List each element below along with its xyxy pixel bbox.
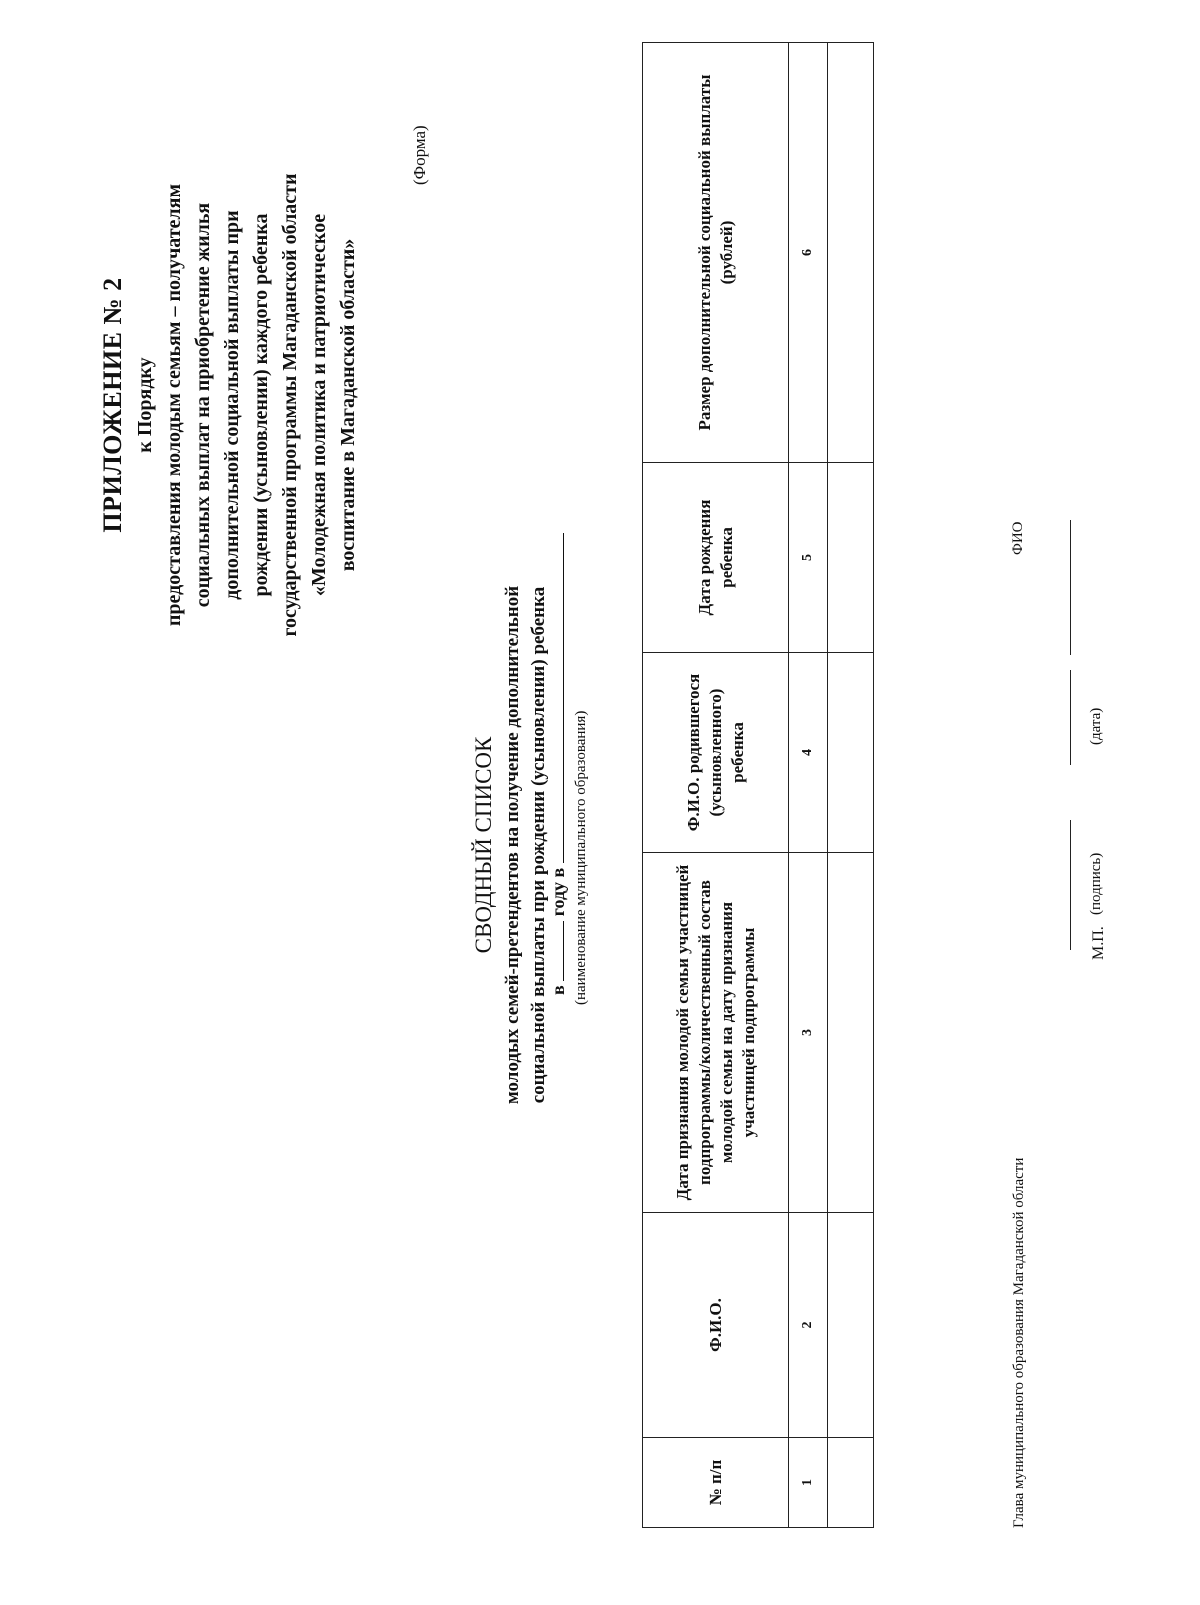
table-cell: 5 <box>789 463 828 653</box>
table-cell[interactable] <box>828 463 874 653</box>
signature-line <box>1070 820 1071 950</box>
table-header-row <box>643 43 789 1528</box>
date-line <box>1070 670 1071 765</box>
year-municipality-row <box>548 533 569 995</box>
appendix-heading <box>95 0 363 815</box>
header-cell-number: № п/п <box>643 1438 789 1528</box>
fio-label: ФИО <box>1010 521 1026 555</box>
fio-line <box>1070 520 1071 655</box>
table-cell: 6 <box>789 43 828 463</box>
appendix-line: социальных выплат на приобретение жилья <box>192 202 214 608</box>
summary-heading <box>468 405 552 1285</box>
table-cell[interactable] <box>828 43 874 463</box>
table-row <box>828 43 874 1528</box>
table-cell: 4 <box>789 653 828 853</box>
summary-table <box>642 42 874 1528</box>
year-blank-line <box>549 921 564 981</box>
table-cell[interactable] <box>828 653 874 853</box>
form-label: (Форма) <box>410 125 429 185</box>
table-cell[interactable] <box>828 1213 874 1438</box>
municipality-blank-line <box>549 533 564 863</box>
appendix-line: воспитание в Магаданской области» <box>337 238 359 572</box>
summary-line: социальной выплаты при рождении (усыновлении) ребенка <box>528 586 549 1104</box>
table-cell[interactable] <box>828 1438 874 1528</box>
table-cell: 2 <box>789 1213 828 1438</box>
table-cell[interactable] <box>828 853 874 1213</box>
header-cell-payment-amount: Размер дополнительной социальной выплаты (рублей) <box>643 43 789 463</box>
summary-line: молодых семей-претендентов на получение дополнительной <box>502 585 523 1105</box>
header-cell-birth-date: Дата рождения ребенка <box>643 463 789 653</box>
table-cell: 3 <box>789 853 828 1213</box>
appendix-line: государственной программы Магаданской области <box>279 173 301 637</box>
header-cell-fio: Ф.И.О. <box>643 1213 789 1438</box>
appendix-line: рождении (усыновлении) каждого ребенка <box>250 213 272 597</box>
table-cell: 1 <box>789 1438 828 1528</box>
appendix-line: дополнительной социальной выплаты при <box>221 210 243 600</box>
head-of-municipality-label: Глава муниципального образования Магаданской области <box>1011 1157 1027 1528</box>
year-middle-text: году в <box>548 867 568 917</box>
signature-caption: (подпись) <box>1088 852 1104 915</box>
date-caption: (дата) <box>1088 707 1104 745</box>
year-prefix: в <box>548 985 568 995</box>
header-cell-child-fio: Ф.И.О. родившегося (усыновленного) ребенка <box>643 653 789 853</box>
appendix-line: «Молодежная политика и патриотическое <box>308 213 330 597</box>
appendix-title: ПРИЛОЖЕНИЕ № 2 <box>98 277 127 533</box>
appendix-subtitle: к Порядку <box>134 357 156 453</box>
summary-title: СВОДНЫЙ СПИСОК <box>471 736 496 954</box>
header-cell-recognition-date: Дата признания молодой семьи участницей подпрограммы/количественный состав молодой семьи на дату признания участницей подпрограммы <box>643 853 789 1213</box>
appendix-line: предоставления молодым семьям – получателям <box>163 183 185 627</box>
stamp-place-label: М.П. <box>1090 926 1107 960</box>
table-row <box>789 43 828 1528</box>
municipality-caption: (наименование муниципального образования) <box>573 710 589 1005</box>
